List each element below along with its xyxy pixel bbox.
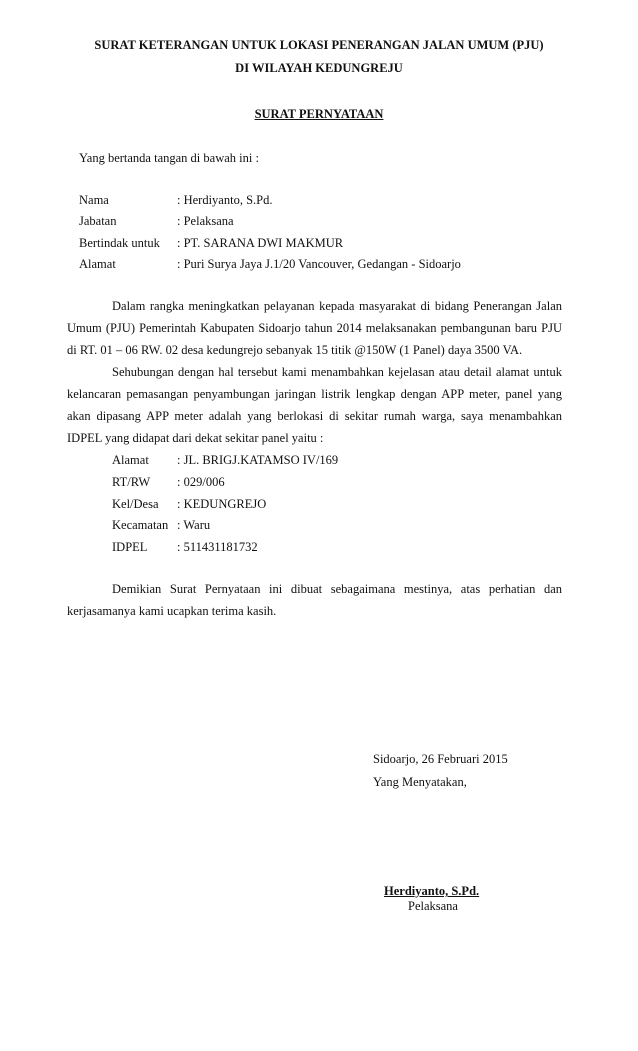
identity-label: Bertindak untuk — [79, 236, 160, 250]
paragraph2-line: Sehubungan dengan hal tersebut kami menambahkan kejelasan atau detail alamat untuk — [112, 365, 562, 379]
identity-label: Jabatan — [79, 214, 117, 228]
identity-label: Alamat — [79, 257, 116, 271]
intro-text: Yang bertanda tangan di bawah ini : — [79, 151, 259, 165]
location-label: Kecamatan — [112, 518, 169, 532]
signature-name: Herdiyanto, S.Pd. — [384, 884, 480, 898]
identity-label: Nama — [79, 193, 109, 207]
location-label: Kel/Desa — [112, 497, 159, 511]
location-value: : 029/006 — [177, 475, 225, 489]
document-title: SURAT PERNYATAAN — [254, 107, 384, 121]
paragraph1-line: Umum (PJU) Pemerintah Kabupaten Sidoarjo tahun 2014 melaksanakan pembangunan baru PJU — [67, 321, 562, 335]
identity-value: : Pelaksana — [177, 214, 234, 228]
location-value: : KEDUNGREJO — [177, 497, 267, 511]
signature-statement: Yang Menyatakan, — [373, 775, 467, 789]
closing-line: Demikian Surat Pernyataan ini dibuat sebagaimana mestinya, atas perhatian dan — [112, 582, 562, 596]
identity-value: : Puri Surya Jaya J.1/20 Vancouver, Gedangan - Sidoarjo — [177, 257, 461, 271]
identity-value: : PT. SARANA DWI MAKMUR — [177, 236, 344, 250]
paragraph2-line: kelancaran pemasangan penyambungan jaringan listrik lengkap dengan APP meter, panel yang — [67, 387, 562, 401]
location-label: RT/RW — [112, 475, 151, 489]
paragraph1-line: di RT. 01 – 06 RW. 02 desa kedungrejo sebanyak 15 titik @150W (1 Panel) daya 3500 VA. — [67, 343, 523, 357]
header-title-line2: DI WILAYAH KEDUNGREJU — [235, 61, 403, 75]
location-value: : 511431181732 — [177, 540, 258, 554]
location-label: Alamat — [112, 453, 149, 467]
signature-place-date: Sidoarjo, 26 Februari 2015 — [373, 752, 508, 766]
header-title-line1: SURAT KETERANGAN UNTUK LOKASI PENERANGAN JALAN UMUM (PJU) — [94, 38, 544, 52]
identity-value: : Herdiyanto, S.Pd. — [177, 193, 273, 207]
location-value: : Waru — [177, 518, 211, 532]
location-label: IDPEL — [112, 540, 148, 554]
signature-position: Pelaksana — [408, 899, 458, 913]
closing-line: kerjasamanya kami ucapkan terima kasih. — [67, 604, 277, 618]
location-value: : JL. BRIGJ.KATAMSO IV/169 — [177, 453, 339, 467]
paragraph2-line: akan dipasang APP meter adalah yang berlokasi di sekitar rumah warga, saya menambahkan — [67, 409, 562, 423]
paragraph1-line: Dalam rangka meningkatkan pelayanan kepada masyarakat di bidang Penerangan Jalan — [112, 299, 562, 313]
paragraph2-line: IDPEL yang didapat dari dekat sekitar panel yaitu : — [67, 431, 324, 445]
